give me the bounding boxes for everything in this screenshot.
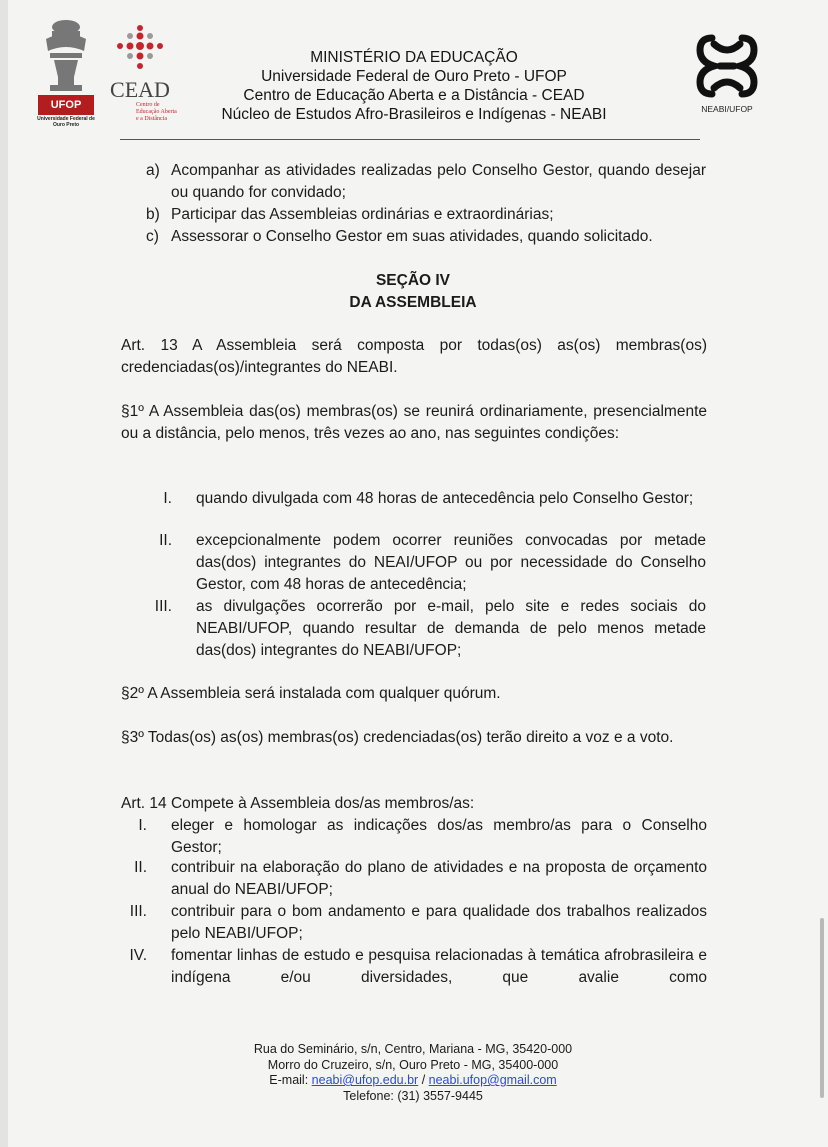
footer-address-mariana: Rua do Seminário, s/n, Centro, Mariana - MG, 35420-000	[253, 1042, 573, 1056]
list-item	[146, 226, 706, 248]
header-ministry: MINISTÉRIO DA EDUCAÇÃO	[310, 49, 518, 66]
list-item-text: contribuir para o bom andamento e para qualidade dos trabalhos realizados pelo NEABI/UFOP;	[171, 903, 707, 942]
list-item	[121, 945, 707, 989]
list-item	[121, 857, 707, 901]
article-13: Art. 13 A Assembleia será composta por todas(os) as(os) membras(os) credenciadas(os)/integrantes do NEABI.	[121, 337, 707, 376]
footer-address-ouro-preto: Morro do Cruzeiro, s/n, Ouro Preto - MG, 35400-000	[267, 1057, 559, 1072]
neabi-logo	[692, 30, 762, 120]
section-title: SEÇÃO IV	[375, 272, 451, 289]
list-item-marker: III.	[129, 903, 147, 920]
list-item	[146, 160, 706, 204]
list-item-marker: II.	[159, 532, 172, 549]
list-item	[121, 901, 707, 945]
page-edge-shadow	[0, 0, 8, 1147]
list-item-marker: b)	[146, 206, 160, 223]
footer-email-separator: /	[421, 1073, 426, 1087]
list-item-marker: III.	[154, 598, 172, 615]
list-item-marker: a)	[146, 162, 160, 179]
header-divider	[120, 139, 700, 140]
list-item	[150, 530, 706, 596]
list-item	[146, 204, 706, 226]
page-footer	[160, 1042, 666, 1104]
header-nucleus: Núcleo de Estudos Afro-Brasileiros e Indígenas - NEABI	[221, 106, 607, 123]
cead-logo-label: CEAD	[110, 77, 170, 102]
footer-email-label: E-mail:	[269, 1073, 309, 1087]
list-item-text: Participar das Assembleias ordinárias e extraordinárias;	[171, 206, 554, 223]
section-subtitle: DA ASSEMBLEIA	[349, 294, 477, 311]
list-item-text: excepcionalmente podem ocorrer reuniões convocadas por metade das(dos) integrantes do NEAI/UFOP ou por necessidade do Conselho Gestor, com 48 horas de antecedência;	[196, 532, 706, 593]
list-item-text: quando divulgada com 48 horas de antecedência pelo Conselho Gestor;	[196, 490, 694, 507]
adinkra-symbol-icon	[692, 30, 762, 102]
list-item-marker: IV.	[129, 947, 147, 964]
paragraph-2: §2º A Assembleia será instalada com qualquer quórum.	[121, 685, 501, 702]
list-item-text: Assessorar o Conselho Gestor em suas atividades, quando solicitado.	[171, 228, 653, 245]
paragraph-1: §1º A Assembleia das(os) membras(os) se reunirá ordinariamente, presencialmente ou a distância, pelo menos, três vezes ao ano, nas seguintes condições:	[121, 403, 707, 442]
cead-logo	[100, 22, 180, 122]
list-item-marker: II.	[134, 859, 147, 876]
header-center: Centro de Educação Aberta e a Distância - CEAD	[243, 87, 585, 104]
neabi-logo-label: NEABI/UFOP	[701, 104, 753, 114]
list-item	[150, 596, 706, 662]
ufop-logo	[36, 17, 96, 129]
list-item-marker: c)	[146, 228, 159, 245]
footer-email-line	[160, 1073, 666, 1089]
email-link-ufop[interactable]: neabi@ufop.edu.br	[311, 1073, 419, 1087]
list-item-marker: I.	[163, 490, 172, 507]
footer-phone: Telefone: (31) 3557-9445	[343, 1088, 483, 1103]
list-item-text: eleger e homologar as indicações dos/as membro/as para o Conselho Gestor;	[171, 817, 707, 856]
list-item-text: Acompanhar as atividades realizadas pelo Conselho Gestor, quando desejar ou quando for convidado;	[171, 162, 706, 201]
ufop-logo-sublabel: Universidade Federal de Ouro Preto	[37, 116, 95, 128]
list-item-text: as divulgações ocorrerão por e-mail, pelo site e redes sociais do NEABI/UFOP, quando resultar de demanda de pelo menos metade das(dos) integrantes do NEABI/UFOP;	[196, 598, 706, 659]
list-item-text: contribuir na elaboração do plano de atividades e na proposta de orçamento anual do NEABI/UFOP;	[171, 859, 707, 898]
list-item-text: fomentar linhas de estudo e pesquisa relacionadas à temática afrobrasileira e indígena e/ou diversidades, que avalie como	[171, 947, 707, 986]
article-14: Art. 14 Compete à Assembleia dos/as membros/as:	[121, 795, 475, 812]
ufop-logo-label: UFOP	[50, 99, 82, 111]
cead-dots-icon	[100, 22, 180, 80]
list-item	[121, 815, 707, 859]
cead-logo-sublabel: Centro de Educação Aberta e a Distância	[136, 102, 177, 122]
email-link-gmail[interactable]: neabi.ufop@gmail.com	[428, 1073, 557, 1087]
list-item-marker: I.	[138, 817, 147, 834]
institution-header	[196, 48, 632, 124]
list-item	[150, 488, 706, 532]
header-university: Universidade Federal de Ouro Preto - UFOP	[261, 68, 567, 85]
scrollbar-thumb[interactable]	[820, 918, 824, 1098]
paragraph-3: §3º Todas(os) as(os) membras(os) credenciadas(os) terão direito a voz e a voto.	[121, 729, 674, 746]
